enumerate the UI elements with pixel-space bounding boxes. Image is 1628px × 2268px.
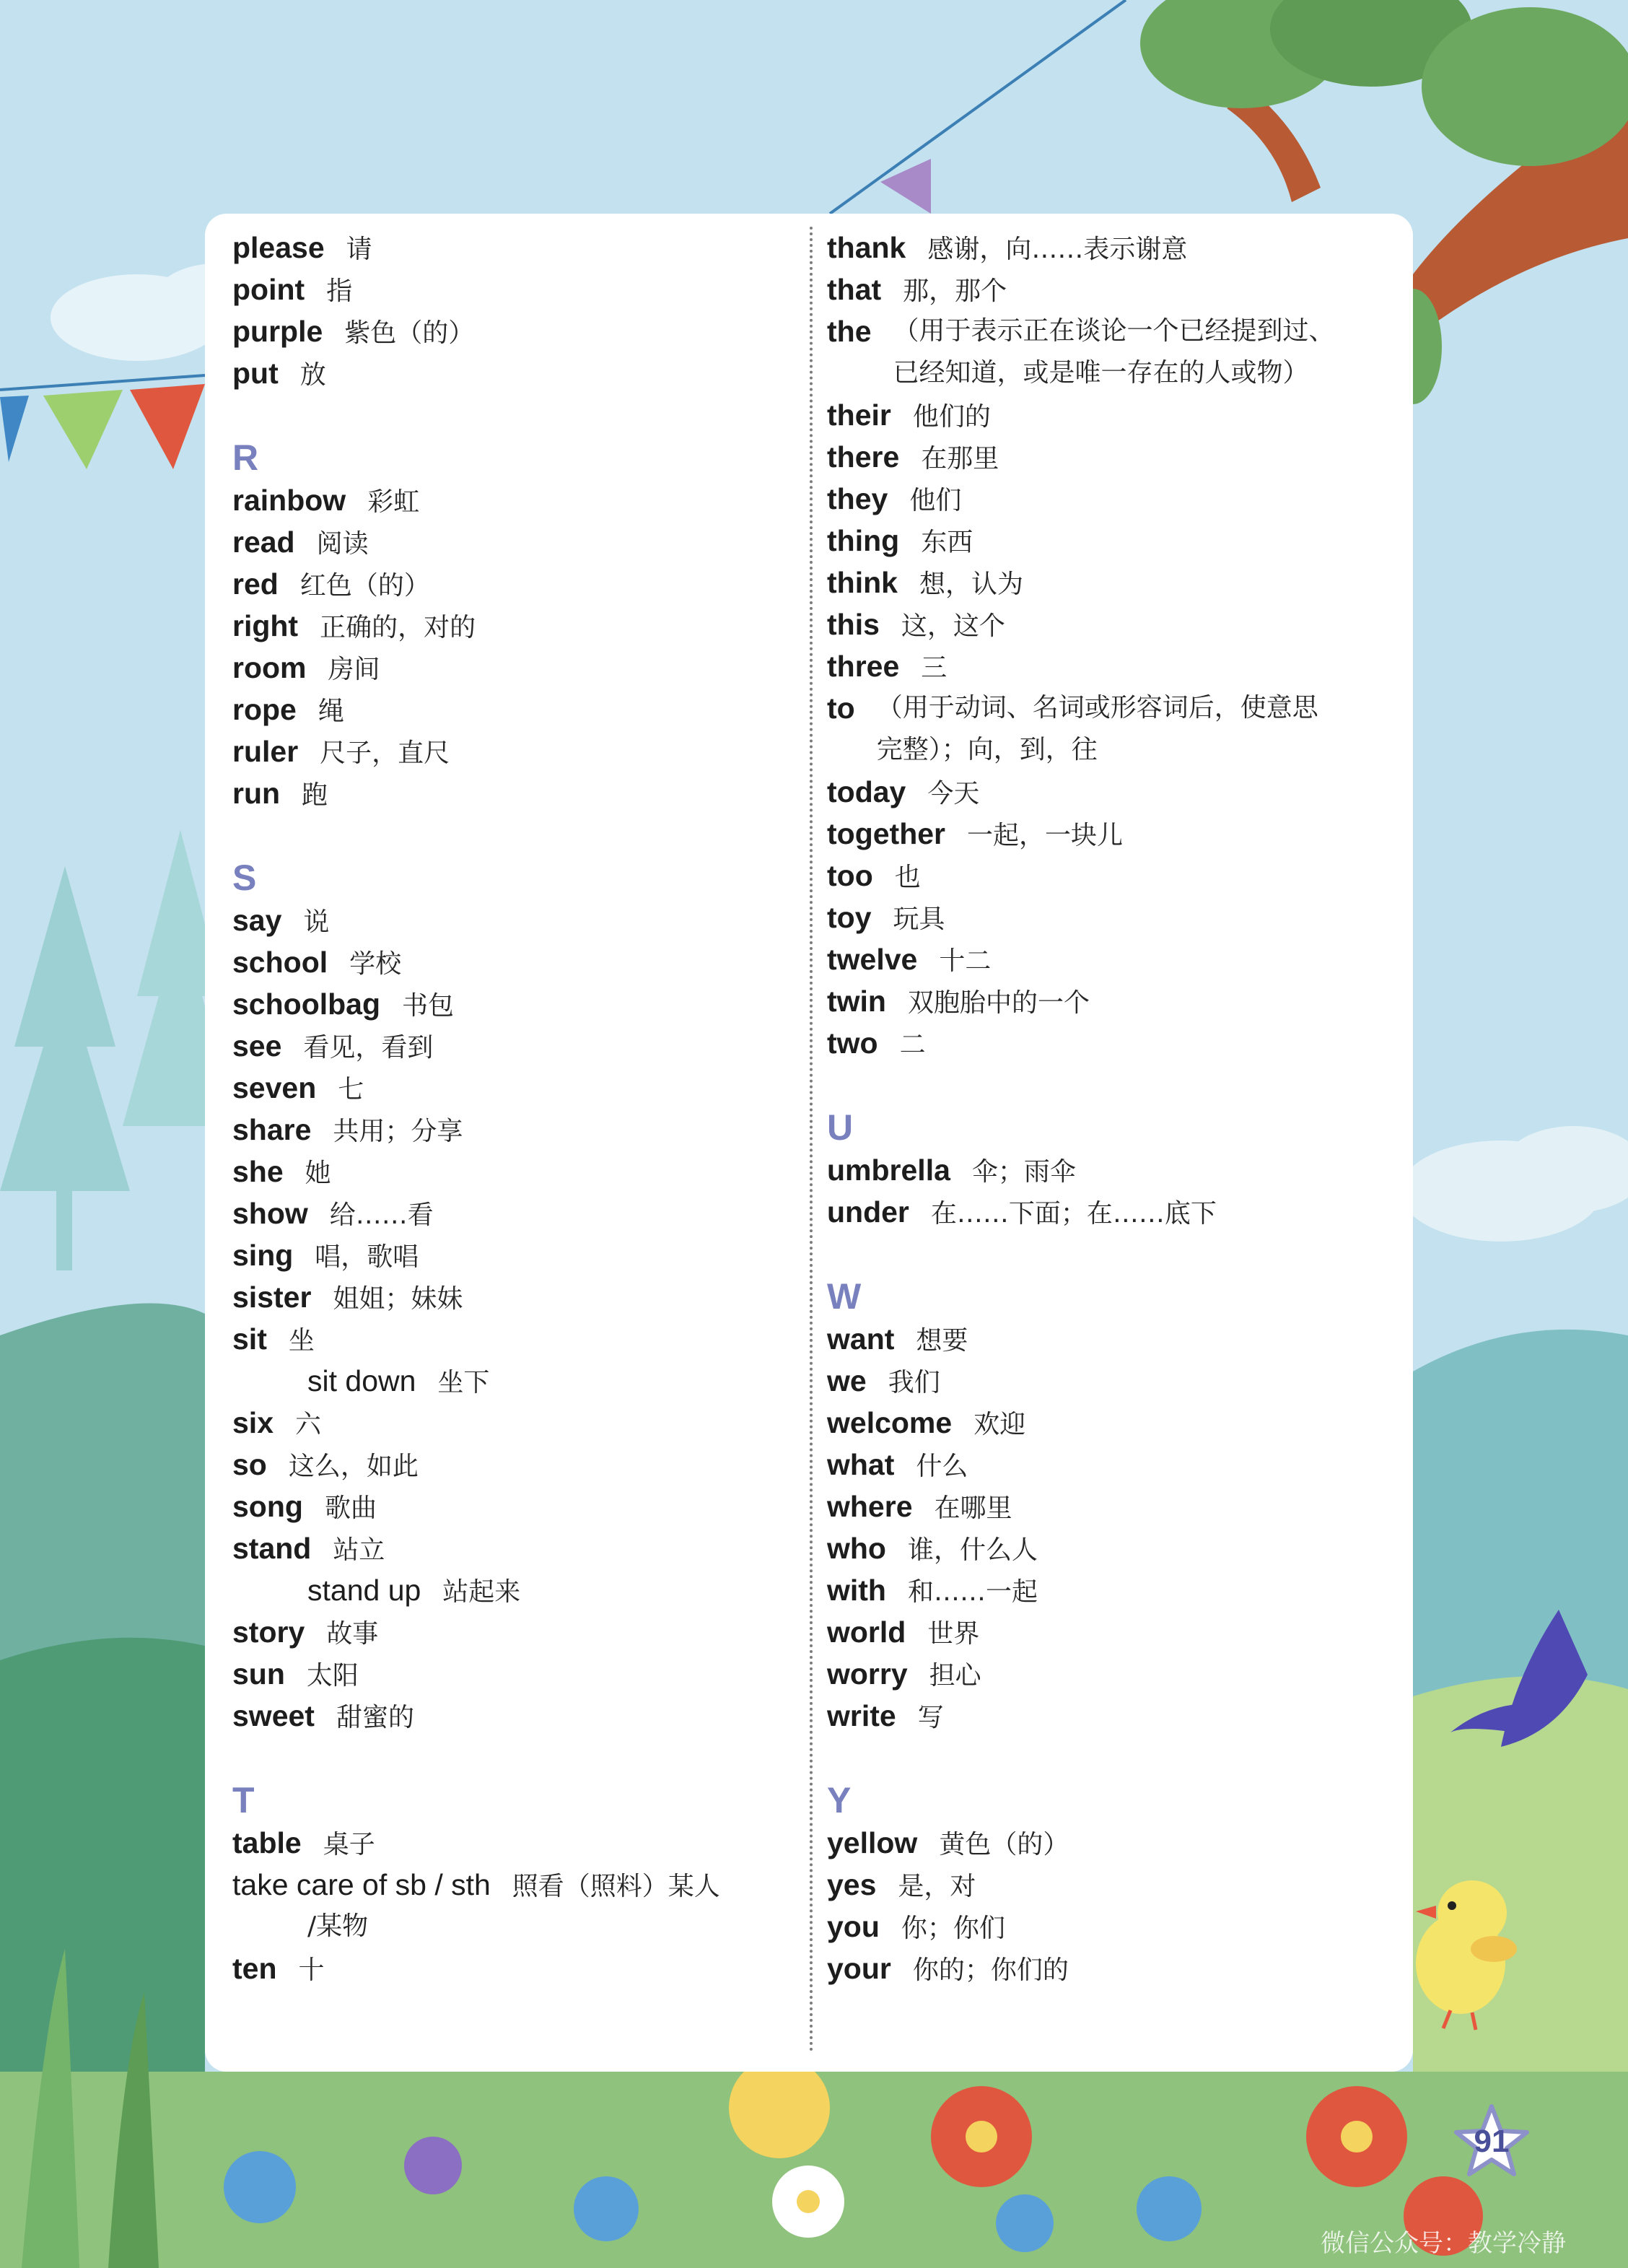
entry-word: too	[827, 859, 873, 892]
page-number: 91	[1474, 2124, 1510, 2159]
entry-word: read	[232, 525, 295, 559]
entry-meaning: 欢迎	[973, 1410, 1026, 1439]
entry-meaning: 想，认为	[919, 570, 1023, 599]
entry-word: ten	[232, 1952, 277, 1985]
word-entry	[827, 1695, 944, 1739]
entry-word: she	[232, 1155, 284, 1188]
entry-meaning: 二	[899, 1030, 926, 1060]
entry-meaning: 给……看	[329, 1200, 434, 1230]
word-entry	[827, 1948, 1069, 1992]
entry-meaning: 是，对	[898, 1872, 976, 1901]
phrase-entry	[307, 1360, 489, 1404]
word-entry	[827, 1149, 1076, 1193]
entry-word: think	[827, 566, 898, 599]
entry-word: you	[827, 1910, 880, 1943]
entry-word: twin	[827, 985, 886, 1018]
word-entry	[232, 1527, 385, 1571]
entry-meaning: 阅读	[316, 529, 369, 559]
word-entry	[827, 1611, 979, 1655]
word-entry	[827, 897, 945, 941]
entry-word: sit	[232, 1322, 267, 1356]
entry-meaning: 黄色（的）	[939, 1830, 1069, 1859]
word-entry	[232, 1822, 375, 1866]
entry-word: this	[827, 608, 880, 641]
entry-meaning: 请	[346, 235, 372, 264]
entry-word: today	[827, 775, 906, 808]
entry-word: what	[827, 1448, 895, 1481]
word-entry	[827, 394, 991, 438]
entry-meaning: 坐下	[437, 1368, 490, 1397]
word-entry	[827, 1360, 940, 1404]
entry-word: your	[827, 1952, 891, 1985]
entry-word: purple	[232, 315, 323, 348]
entry-word: sit down	[307, 1364, 416, 1397]
entry-word: song	[232, 1490, 303, 1523]
entry-meaning: 共用；分享	[333, 1117, 463, 1146]
entry-word: we	[827, 1364, 867, 1397]
entry-word: right	[232, 609, 299, 642]
entry-meaning: 放	[299, 360, 326, 390]
entry-meaning: 跑	[302, 780, 328, 810]
word-entry	[232, 1025, 433, 1069]
entry-word: sister	[232, 1281, 312, 1314]
entry-word: rope	[232, 693, 297, 726]
word-entry	[232, 269, 352, 313]
entry-word: show	[232, 1197, 308, 1230]
word-entry	[232, 1318, 315, 1362]
word-entry	[827, 1402, 1025, 1446]
word-entry	[232, 647, 380, 691]
entry-word: that	[827, 273, 882, 306]
word-entry	[232, 730, 450, 775]
entry-word: so	[232, 1448, 267, 1481]
word-entry	[827, 436, 999, 480]
word-entry	[232, 1276, 463, 1320]
entry-meaning: 我们	[888, 1368, 940, 1397]
entry-meaning: 指	[326, 276, 353, 306]
word-entry	[827, 227, 1187, 271]
entry-meaning: 什么	[916, 1452, 968, 1481]
entry-word: sing	[232, 1239, 294, 1272]
entry-meaning: 在哪里	[934, 1493, 1012, 1523]
word-entry	[232, 1151, 331, 1195]
entry-meaning: 看见，看到	[303, 1033, 434, 1063]
word-entry	[232, 310, 474, 354]
entry-word: stand up	[307, 1574, 421, 1607]
entry-meaning: 写	[917, 1703, 944, 1732]
word-entry	[827, 813, 1123, 857]
word-entry	[827, 980, 1090, 1024]
entry-word: twelve	[827, 943, 918, 976]
word-entry	[827, 1191, 1217, 1235]
word-entry	[232, 1109, 463, 1153]
word-entry	[827, 310, 1355, 394]
word-entry	[232, 605, 476, 649]
entry-word: together	[827, 817, 945, 850]
word-entry	[827, 855, 921, 899]
entry-word: say	[232, 904, 282, 937]
entry-meaning: 她	[305, 1159, 331, 1188]
word-entry	[827, 1864, 976, 1908]
entry-meaning: 说	[303, 907, 330, 937]
entry-word: take care of sb / sth	[232, 1868, 491, 1901]
entry-word: yes	[827, 1868, 877, 1901]
entry-meaning: 唱，歌唱	[315, 1242, 419, 1272]
word-entry	[232, 563, 430, 607]
word-entry	[827, 603, 1005, 647]
entry-meaning: 正确的，对的	[320, 613, 476, 642]
entry-word: there	[827, 440, 900, 474]
entry-word: where	[827, 1490, 913, 1523]
section-letter-t: T	[232, 1780, 255, 1820]
word-entry	[232, 689, 344, 733]
entry-meaning: 双胞胎中的一个	[907, 988, 1090, 1018]
entry-meaning: 桌子	[323, 1830, 375, 1859]
section-letter-s: S	[232, 858, 257, 898]
entry-meaning: 他们	[909, 486, 962, 515]
word-entry	[232, 899, 329, 943]
section-letter-w: W	[827, 1276, 862, 1317]
word-entry	[232, 479, 419, 523]
word-entry	[827, 1022, 926, 1066]
section-letter-u: U	[827, 1107, 854, 1148]
entry-word: welcome	[827, 1406, 953, 1439]
entry-meaning: （用于动词、名词或形容词后，使意思完整）；向，到，往	[876, 693, 1318, 764]
section-letter-y: Y	[827, 1780, 852, 1820]
entry-word: school	[232, 946, 328, 979]
entry-meaning: 尺子，直尺	[320, 738, 450, 768]
entry-word: world	[827, 1615, 906, 1649]
entry-meaning-continued: /某物	[307, 1911, 369, 1941]
entry-meaning: 他们的	[912, 402, 991, 432]
entry-meaning: 在那里	[921, 444, 999, 474]
word-entry	[827, 520, 973, 564]
entry-meaning: 歌曲	[324, 1493, 377, 1523]
entry-meaning: 担心	[929, 1661, 981, 1691]
entry-word: two	[827, 1026, 878, 1060]
entry-meaning: 你；你们	[901, 1914, 1005, 1943]
entry-word: write	[827, 1699, 896, 1732]
word-entry	[827, 687, 1339, 771]
entry-word: table	[232, 1826, 302, 1859]
entry-meaning: 也	[894, 863, 921, 892]
entry-meaning: 今天	[927, 779, 980, 808]
entry-meaning: 在……下面；在……底下	[930, 1199, 1217, 1229]
entry-word: run	[232, 777, 281, 810]
word-entry	[232, 941, 401, 985]
entry-meaning: 紫色（的）	[344, 318, 475, 348]
entry-meaning: 感谢，向……表示谢意	[927, 235, 1188, 264]
entry-meaning: 谁，什么人	[907, 1535, 1038, 1565]
word-entry	[827, 1906, 1005, 1950]
entry-word: who	[827, 1532, 886, 1565]
word-entry	[232, 1444, 419, 1488]
entry-word: yellow	[827, 1826, 918, 1859]
entry-word: thing	[827, 524, 900, 557]
word-entry	[827, 1444, 968, 1488]
entry-word: they	[827, 482, 888, 515]
entry-meaning: 七	[338, 1075, 364, 1104]
word-entry	[827, 1822, 1069, 1866]
word-entry	[232, 1611, 378, 1655]
entry-meaning: 一起，一块儿	[967, 821, 1124, 850]
entry-meaning: （用于表示正在谈论一个已经提到过、已经知道，或是唯一存在的人或物）	[893, 316, 1335, 388]
entry-meaning: 这么，如此	[288, 1452, 419, 1481]
word-entry	[232, 1192, 434, 1237]
entry-word: to	[827, 692, 855, 725]
entry-meaning: 伞；雨伞	[971, 1157, 1076, 1187]
entry-word: sun	[232, 1657, 285, 1691]
entry-meaning: 和……一起	[907, 1577, 1038, 1607]
entry-meaning: 想要	[916, 1326, 968, 1356]
entry-word: please	[232, 231, 325, 264]
word-entry	[232, 227, 372, 271]
word-entry	[232, 521, 369, 565]
entry-word: umbrella	[827, 1153, 950, 1187]
entry-word: six	[232, 1406, 273, 1439]
entry-word: thank	[827, 231, 906, 264]
word-entry	[232, 983, 454, 1027]
entry-word: their	[827, 398, 891, 432]
word-entry	[232, 1695, 414, 1739]
entry-meaning: 故事	[326, 1619, 379, 1649]
page-number-badge	[1452, 2102, 1531, 2181]
entry-word: ruler	[232, 735, 299, 768]
word-entry	[827, 938, 991, 982]
entry-word: room	[232, 651, 307, 684]
entry-word: stand	[232, 1532, 312, 1565]
word-entry	[827, 771, 979, 815]
entry-meaning: 你的；你们的	[912, 1955, 1069, 1985]
entry-word: red	[232, 567, 279, 601]
entry-word: share	[232, 1113, 312, 1146]
entry-meaning: 书包	[402, 991, 455, 1021]
entry-word: schoolbag	[232, 987, 381, 1021]
entry-meaning: 玩具	[893, 904, 945, 934]
entry-word: toy	[827, 901, 872, 934]
entry-word: seven	[232, 1071, 317, 1104]
entry-word: the	[827, 315, 872, 348]
word-entry	[827, 1653, 981, 1697]
word-entry	[232, 1948, 325, 1992]
entry-word: rainbow	[232, 484, 346, 517]
entry-meaning: 世界	[927, 1619, 980, 1649]
entry-word: put	[232, 357, 279, 390]
entry-word: see	[232, 1029, 282, 1063]
phrase-entry	[307, 1569, 520, 1613]
entry-meaning: 姐姐；妹妹	[333, 1284, 463, 1314]
entry-meaning: 那，那个	[903, 276, 1007, 306]
word-entry	[827, 269, 1007, 313]
word-entry	[232, 1653, 359, 1697]
entry-meaning: 站起来	[442, 1577, 521, 1607]
entry-meaning: 坐	[288, 1326, 315, 1356]
entry-meaning: 三	[921, 653, 948, 683]
word-entry	[827, 562, 1023, 606]
entry-word: under	[827, 1195, 909, 1229]
entry-meaning: 东西	[921, 528, 973, 557]
word-entry	[827, 478, 961, 522]
vocabulary-card	[205, 214, 1413, 2072]
entry-meaning: 房间	[328, 655, 380, 684]
entry-meaning: 太阳	[306, 1661, 359, 1691]
entry-meaning: 学校	[349, 949, 402, 979]
entry-meaning: 十二	[939, 946, 992, 976]
entry-meaning: 绳	[318, 697, 344, 726]
entry-word: want	[827, 1322, 895, 1356]
word-entry	[232, 1486, 377, 1530]
word-entry	[827, 1569, 1038, 1613]
entry-word: worry	[827, 1657, 908, 1691]
entry-meaning: 甜蜜的	[336, 1703, 414, 1732]
word-entry	[827, 1527, 1038, 1571]
word-entry	[232, 1864, 720, 1908]
word-entry	[232, 1067, 364, 1111]
entry-meaning: 彩虹	[367, 487, 420, 517]
entry-word: with	[827, 1574, 886, 1607]
word-entry	[232, 1402, 321, 1446]
word-entry	[232, 352, 326, 396]
entry-word: point	[232, 273, 305, 306]
word-entry	[827, 1486, 1012, 1530]
word-entry	[232, 772, 328, 816]
section-letter-r: R	[232, 437, 259, 478]
word-entry	[827, 1318, 968, 1362]
entry-word: sweet	[232, 1699, 315, 1732]
entry-meaning: 红色（的）	[299, 571, 430, 601]
entry-word: three	[827, 650, 900, 683]
watermark: 微信公众号：教学冷静	[1321, 2229, 1566, 2258]
entry-meaning: 十	[298, 1955, 325, 1985]
word-entry	[232, 1234, 419, 1278]
column-divider	[810, 227, 813, 2053]
entry-meaning: 站立	[333, 1535, 385, 1565]
entry-meaning: 六	[295, 1410, 322, 1439]
entry-meaning: 照看（照料）某人	[512, 1872, 720, 1901]
word-entry	[827, 645, 947, 689]
entry-word: story	[232, 1615, 305, 1649]
entry-meaning: 这，这个	[901, 611, 1005, 641]
